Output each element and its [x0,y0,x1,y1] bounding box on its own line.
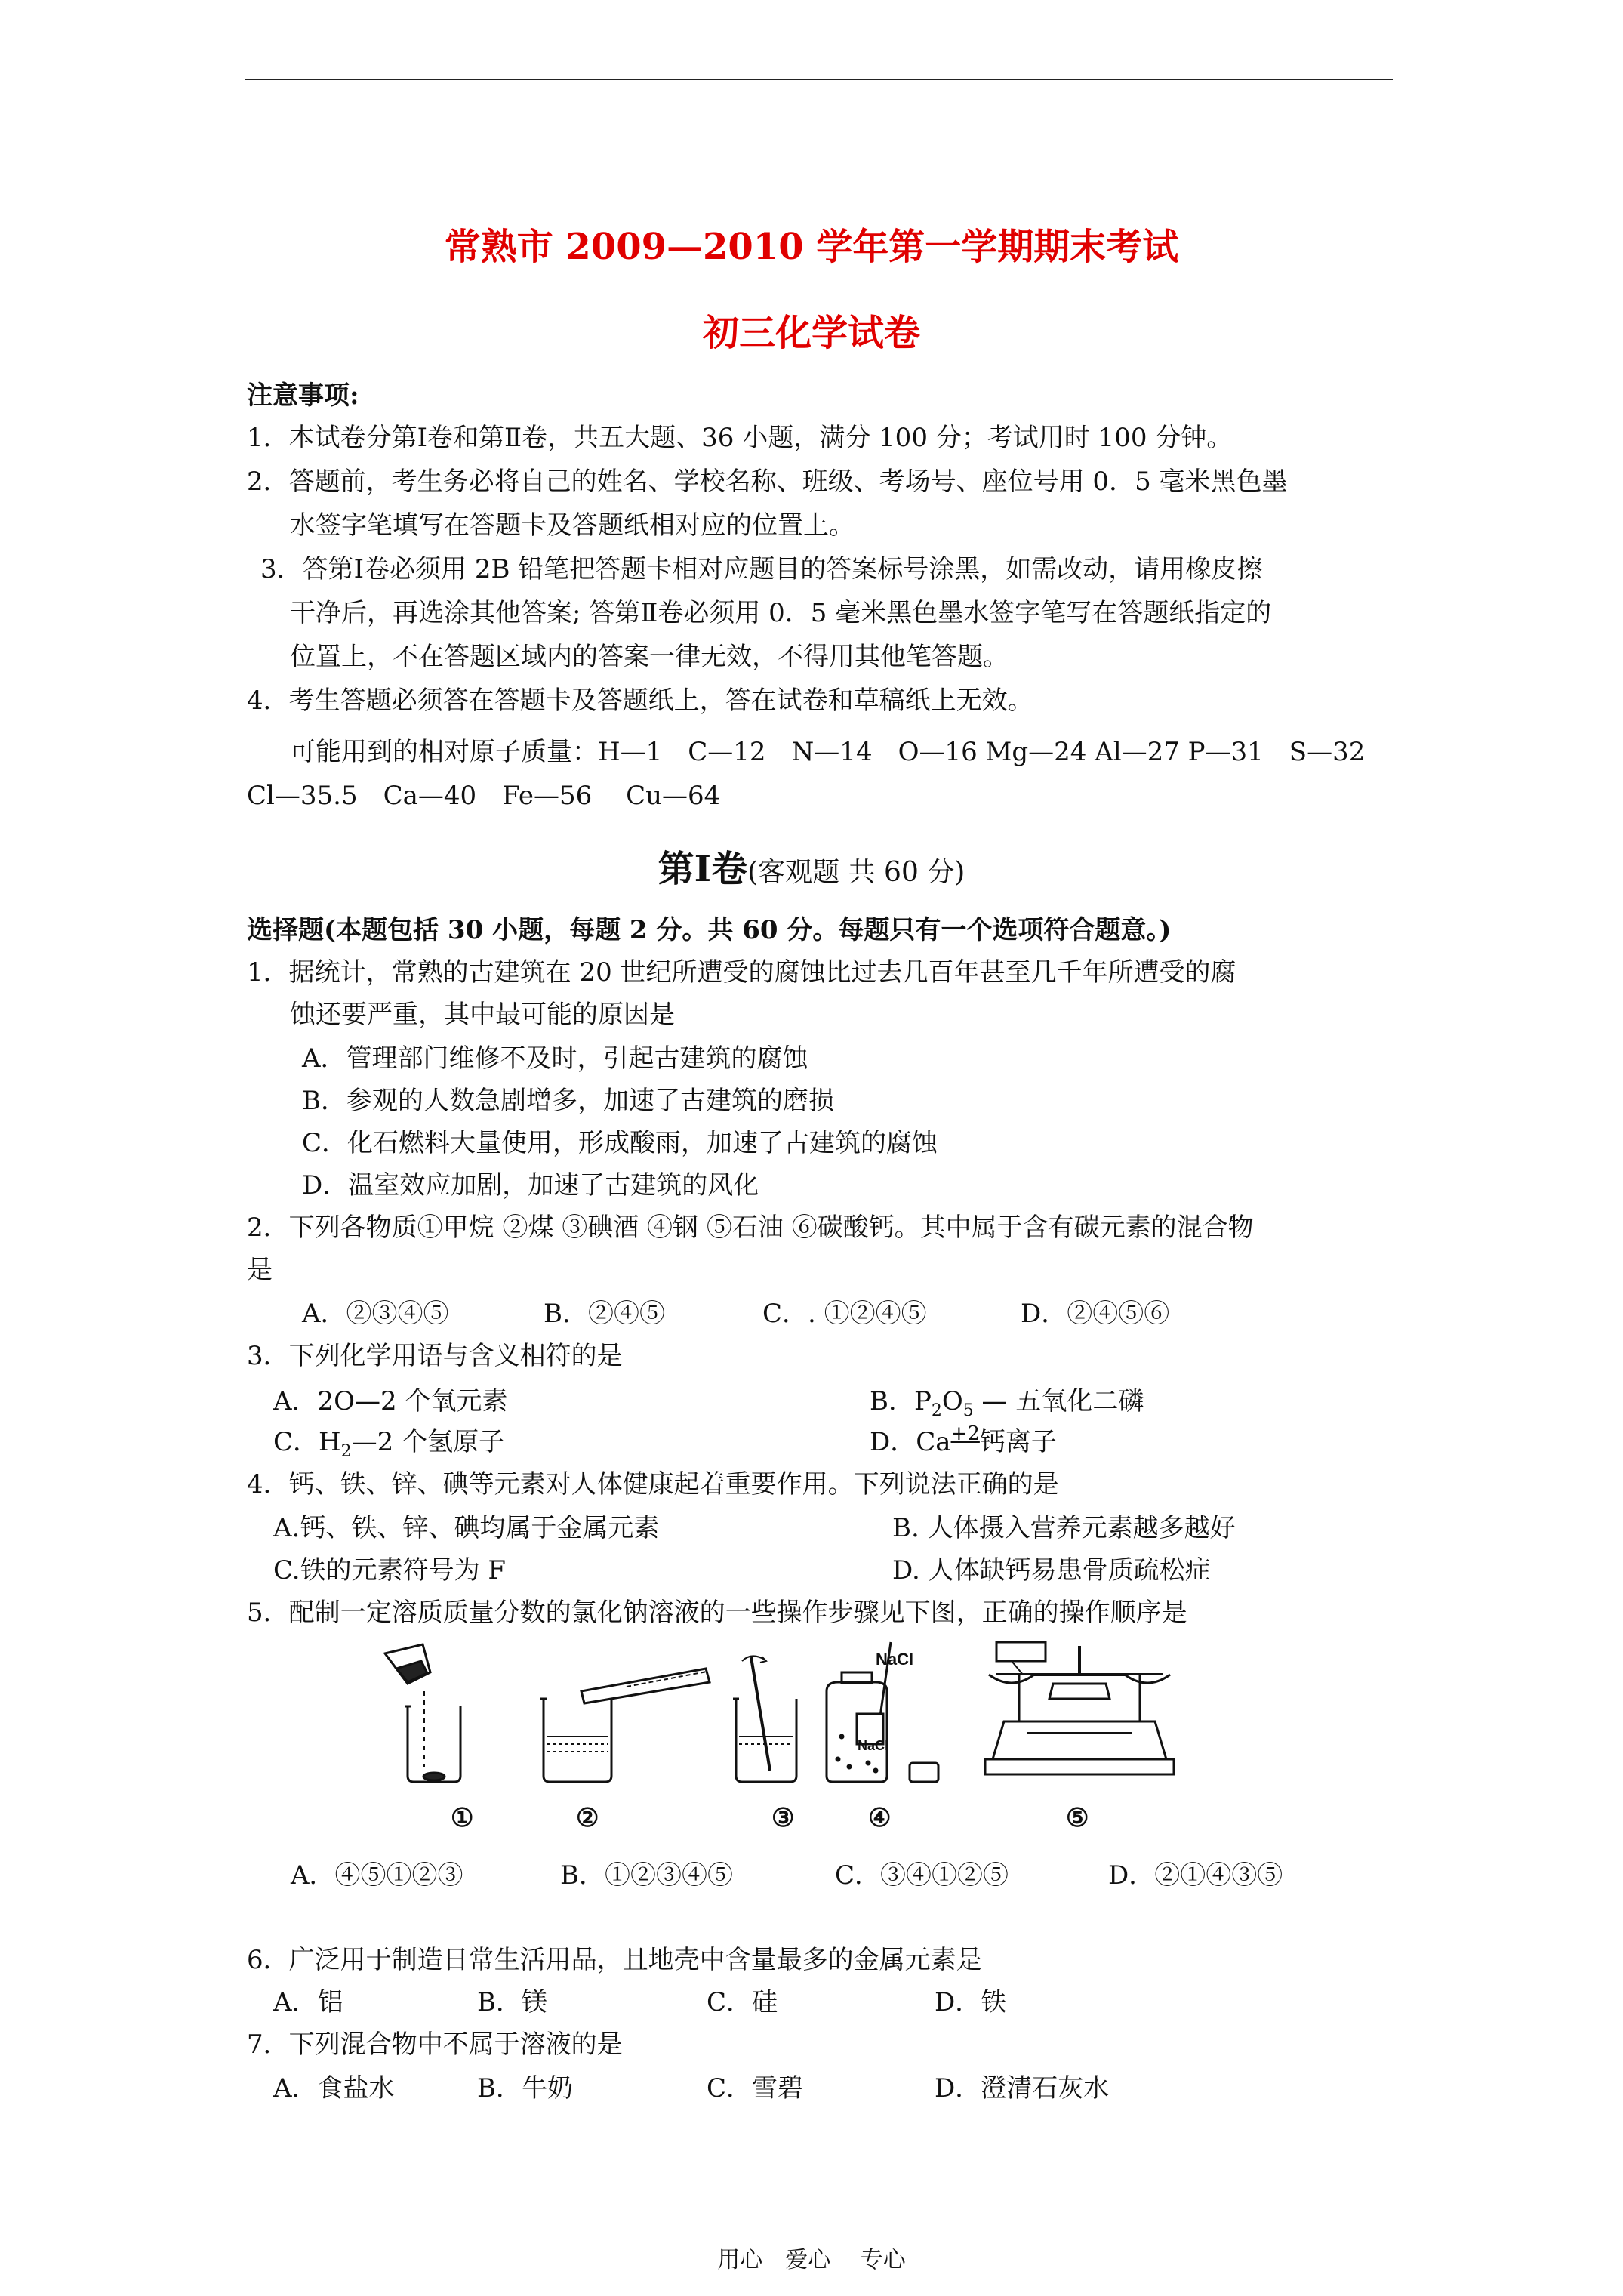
notice-line: 4．考生答题必须答在答题卡及答题纸上，答在试卷和草稿纸上无效。 [247,686,1033,716]
question-stem: 是 [247,1255,273,1285]
q4-option-a: A.钙、铁、锌、碘均属于金属元素 [273,1513,660,1543]
q5-option-b: B．①②③④⑤ [560,1860,733,1891]
q6-option-a: A．铝 [273,1987,343,2017]
q2-option-c: C．. ①②④⑤ [762,1299,927,1329]
fig-label-1: ① [451,1803,474,1833]
question-stem: 5．配制一定溶质质量分数的氯化钠溶液的一些操作步骤见下图，正确的操作顺序是 [247,1598,1187,1628]
q2-option-d: D．②④⑤⑥ [1021,1299,1170,1329]
step3-stir-illustration [733,1656,796,1782]
fig-label-2: ② [576,1803,599,1833]
notice-line: 位置上，不在答题区域内的答案一律无效，不得用其他笔答题。 [290,642,1009,672]
q2-option-b: B．②④⑤ [544,1299,665,1329]
q7-option-d: D．澄清石灰水 [935,2073,1110,2103]
question-stem: 4．钙、铁、锌、碘等元素对人体健康起着重要作用。下列说法正确的是 [247,1469,1059,1499]
q3-option-c: C．$H_2—2$ 个氢原子 [273,1427,505,1461]
notice-line: 1．本试卷分第Ⅰ卷和第Ⅱ卷，共五大题、36 小题，满分 100 分；考试用时 100 分钟。 [247,423,1233,453]
q5-option-c: C．③④①②⑤ [835,1860,1009,1891]
question-stem: 6．广泛用于制造日常生活用品，且地壳中含量最多的金属元素是 [247,1945,982,1975]
q5-option-a: A．④⑤①②③ [291,1860,463,1891]
question-stem: 蚀还要严重，其中最可能的原因是 [290,1000,675,1030]
exam-subtitle: 初三化学试卷 [702,312,920,354]
section-instruction: 选择题(本题包括 30 小题，每题 2 分。共 60 分。每题只有一个选项符合题意。) [247,915,1172,945]
lab-steps-figure [377,1638,1178,1797]
nacl-jar-label: NaCl [858,1738,889,1753]
q7-option-a: A．食盐水 [273,2073,395,2103]
nacl-scale-label: NaCl [876,1650,914,1669]
question-stem: 7．下列混合物中不属于溶液的是 [247,2029,623,2060]
q4-option-d: D. 人体缺钙易患骨质疏松症 [892,1555,1211,1586]
q2-option-a: A．②③④⑤ [302,1299,449,1329]
q3-option-b: B．$P_2O_5$ — 五氧化二磷 [870,1386,1144,1420]
notice-line: 2．答题前，考生务必将自己的姓名、学校名称、班级、考场号、座位号用 0．5 毫米黑色墨 [247,467,1288,497]
section-title-main: 第Ⅰ卷 [658,848,748,890]
q5-option-d: D．②①④③⑤ [1108,1860,1283,1891]
fig-label-4: ④ [868,1803,892,1833]
q4-option-b: B. 人体摄入营养元素越多越好 [892,1513,1236,1543]
fig-label-3: ③ [771,1803,795,1833]
q1-option-c: C．化石燃料大量使用，形成酸雨，加速了古建筑的腐蚀 [302,1128,938,1158]
q6-option-c: C．硅 [707,1987,778,2017]
notice-heading: 注意事项: [247,381,359,411]
q6-option-d: D．铁 [935,1987,1007,2017]
notice-line: 水签字笔填写在答题卡及答题纸相对应的位置上。 [290,510,855,541]
atomic-mass-line: Cl—35.5 Ca—40 Fe—56 Cu—64 [247,781,721,811]
question-stem: 1．据统计，常熟的古建筑在 20 世纪所遭受的腐蚀比过去几百年甚至几千年所遭受的腐 [247,957,1236,988]
header-rule [245,79,1393,80]
q3-option-a: A．2O—2 个氧元素 [273,1386,508,1416]
exam-title: 常熟市 2009—2010 学年第一学期期末考试 [444,226,1179,268]
page-footer: 用心 爱心 专心 [717,2247,906,2273]
step5-balance-illustration [985,1642,1174,1774]
q1-option-b: B．参观的人数急剧增多，加速了古建筑的磨损 [302,1086,834,1116]
atomic-mass-line: 可能用到的相对原子质量：H—1 C—12 N—14 O—16 Mg—24 Al—27 P—31 S—32 [290,737,1366,767]
q1-option-a: A．管理部门维修不及时，引起古建筑的腐蚀 [302,1043,808,1074]
notice-line: 干净后，再选涂其他答案; 答第Ⅱ卷必须用 0．5 毫米黑色墨水签字笔写在答题纸指定的 [290,598,1272,628]
section-title-sub: (客观题 共 60 分) [747,857,965,888]
q7-option-c: C．雪碧 [707,2073,804,2103]
q4-option-c: C.铁的元素符号为 F [273,1555,507,1586]
question-stem: 2．下列各物质①甲烷 ②煤 ③碘酒 ④钢 ⑤石油 ⑥碳酸钙。其中属于含有碳元素的混合物 [247,1213,1254,1243]
fig-label-5: ⑤ [1066,1803,1089,1833]
question-stem: 3．下列化学用语与含义相符的是 [247,1341,623,1371]
q3-option-d: D．$Ca^{+2}$钙离子 [870,1422,1057,1457]
step2-pour-liquid-illustration [540,1669,710,1782]
step1-pour-solid-illustration [385,1644,460,1782]
section-title [0,840,1623,892]
q7-option-b: B．牛奶 [477,2073,573,2103]
notice-line: 3．答第Ⅰ卷必须用 2B 铅笔把答题卡相对应题目的答案标号涂黑，如需改动，请用橡皮擦 [260,554,1263,584]
q6-option-b: B．镁 [477,1987,547,2017]
q1-option-d: D．温室效应加剧，加速了古建筑的风化 [302,1170,759,1200]
